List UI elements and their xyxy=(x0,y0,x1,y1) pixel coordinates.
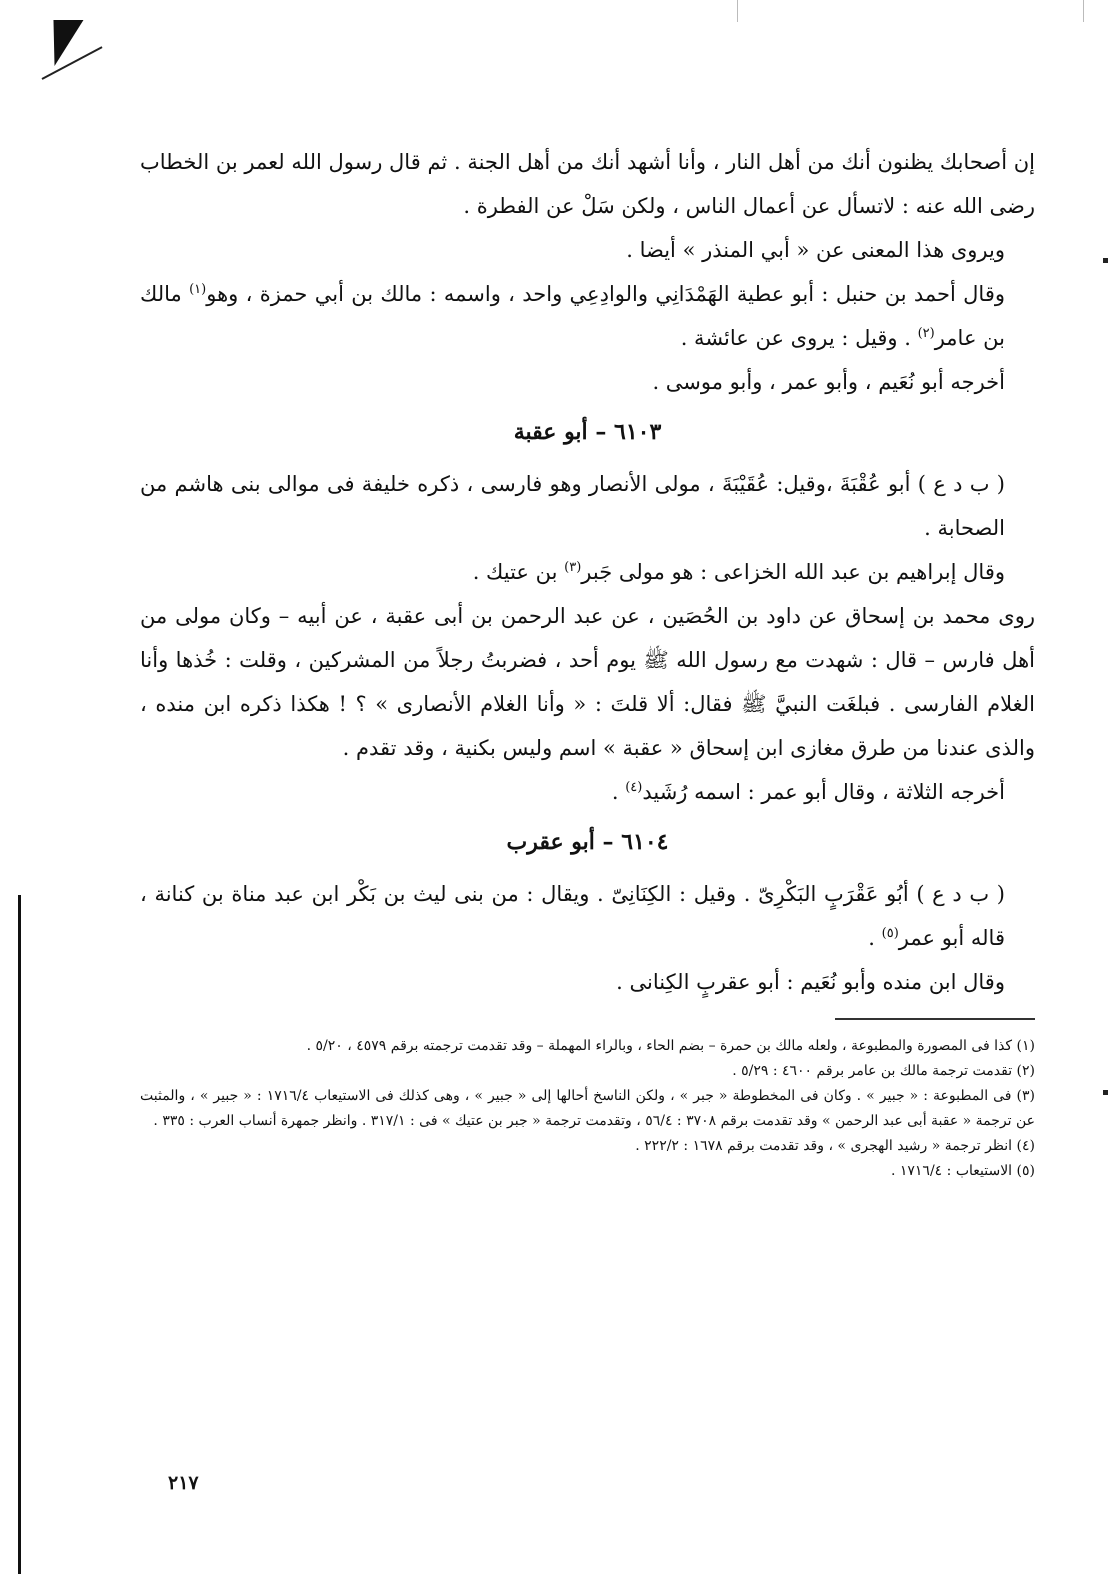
footnote-4: (٤) انظر ترجمة « رشيد الهجرى » ، وقد تقدمت برقم ١٦٧٨ : ٢٢٢/٢ . xyxy=(635,1138,1035,1154)
paragraph: روى محمد بن إسحاق عن داود بن الحُصَين ، عن عبد الرحمن بن أبى عقبة ، عن أبيه – وكان مولى من أهل فارس – قال : شهدت مع رسول الله ﷺ يوم أحد ، فضربتُ رجلاً من المشركين ، وقلت : خُذها وأنا الغلام الفارسى . فبلغَت النبيَّ ﷺ فقال: ألا قلتَ : « وأنا الغلام الأنصارى » ؟ ! هكذا ذكره ابن منده ، والذى عندنا من طرق مغازى ابن إسحاق « عقبة » اسم وليس بكنية ، وقد تقدم . xyxy=(140,604,1035,760)
scan-artifact-line xyxy=(1083,0,1084,22)
text-segment: بن عتيك . xyxy=(472,560,565,584)
paragraph xyxy=(140,272,1035,360)
entry-heading-6104: ٦١٠٤ – أبو عقرب xyxy=(506,829,669,855)
footnote-1: (١) كذا فى المصورة والمطبوعة ، ولعله مالك بن حمرة – بضم الحاء ، وبالراء المهملة – وقد تقدمت ترجمته برقم ٤٥٧٩ ، ٥/٢٠ . xyxy=(306,1038,1035,1054)
scan-artifact-line xyxy=(737,0,738,22)
text-segment: . xyxy=(868,926,882,950)
text-segment: . وقيل : يروى عن عائشة . xyxy=(680,326,918,350)
paragraph: أخرجه أبو نُعَيم ، وأبو عمر ، وأبو موسى . xyxy=(652,370,1005,394)
book-page-text xyxy=(140,140,1035,1184)
footnote-ref: (٣) xyxy=(564,560,582,575)
text-segment: مالك بن عامر xyxy=(140,282,1005,350)
text-segment: . xyxy=(611,780,626,804)
paragraph xyxy=(140,770,1035,814)
footnote-3: (٣) فى المطبوعة : « جبير » . وكان فى المخطوطة « جبر » ، ولكن الناسخ أحالها إلى « جبير » ، وهى كذلك فى الاستيعاب ١٧١٦/٤ : « جبير » ، والمثبت عن ترجمة « عقبة أبى عبد الرحمن » وقد تقدمت برقم ٣٧٠٨ : ٥٦/٤ ، وتقدمت ترجمة « جبر بن عتيك » فى : ٣١٧/١ . وانظر جمهرة أنساب العرب : ٣٣٥ . xyxy=(140,1088,1035,1129)
paragraph xyxy=(140,872,1035,960)
text-segment: ( ب د ع ) أبُو عَقْرَبٍ البَكْرِىّ . وقيل : الكِنَانِىّ . ويقال : من بنى ليث بن بَكْر ابن عبد مناة بن كنانة ، قاله أبو عمر xyxy=(140,882,1005,950)
text-segment: أخرجه الثلاثة ، وقال أبو عمر : اسمه رُشَيد xyxy=(642,780,1005,804)
paragraph: إن أصحابك يظنون أنك من أهل النار ، وأنا أشهد أنك من أهل الجنة . ثم قال رسول الله لعمر بن الخطاب رضى الله عنه : لاتسأل عن أعمال الناس ، ولكن سَلْ عن الفطرة . xyxy=(140,150,1035,218)
scan-dot xyxy=(1103,258,1108,263)
footnote-ref: (١) xyxy=(189,282,207,297)
binding-edge-line xyxy=(18,895,21,1574)
paragraph: وقال ابن منده وأبو نُعَيم : أبو عقربٍ الكِنانى . xyxy=(616,970,1005,994)
footnote-ref: (٤) xyxy=(625,780,643,795)
paragraph: ويروى هذا المعنى عن « أبي المنذر » أيضا . xyxy=(626,238,1005,262)
text-segment: وقال أحمد بن حنبل : أبو عطية الهَمْدَانِي والوادِعِي واحد ، واسمه : مالك بن أبي حمزة ، وهو xyxy=(206,282,1005,306)
footnote-2: (٢) تقدمت ترجمة مالك بن عامر برقم ٤٦٠٠ : ٥/٢٩ . xyxy=(732,1063,1035,1079)
scan-dot xyxy=(1103,1090,1108,1095)
entry-heading-6103: ٦١٠٣ – أبو عقبة xyxy=(513,419,662,445)
footnote-ref: (٥) xyxy=(881,926,899,941)
paragraph: ( ب د ع ) أبو عُقْبَةَ ،وقيل: عُقَيْبَةَ ، مولى الأنصار وهو فارسى ، ذكره خليفة فى موالى بنى هاشم من الصحابة . xyxy=(140,472,1005,540)
footnote-5: (٥) الاستيعاب : ١٧١٦/٤ . xyxy=(890,1163,1035,1179)
text-segment: وقال إبراهيم بن عبد الله الخزاعى : هو مولى جَبر xyxy=(581,560,1005,584)
page-number: ٢١٧ xyxy=(168,1472,199,1494)
paragraph xyxy=(140,550,1035,594)
footnote-ref: (٢) xyxy=(917,326,935,341)
footnote-divider xyxy=(835,1018,1035,1020)
